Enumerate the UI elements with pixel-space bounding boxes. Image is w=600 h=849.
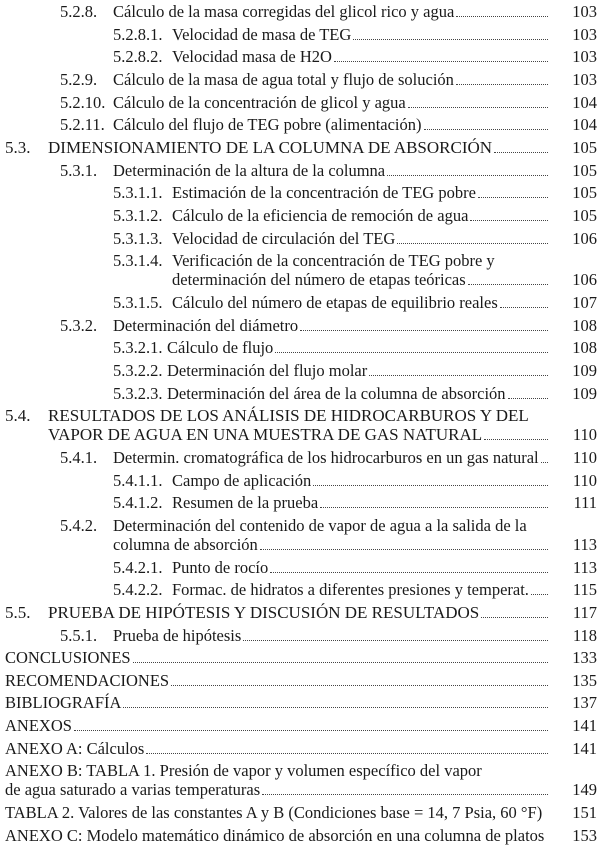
toc-line: [0, 671, 600, 691]
dot-leader: [408, 107, 548, 108]
dot-leader: [481, 617, 548, 618]
page-number: 109: [572, 360, 597, 380]
section-title: Velocidad de masa de TEG: [172, 24, 352, 44]
dot-leader: [123, 707, 548, 708]
section-title: ANEXO A: Cálculos: [5, 738, 145, 758]
dot-leader: [494, 152, 548, 153]
dot-leader: [387, 175, 548, 176]
dot-leader: [260, 549, 548, 550]
dot-leader: [313, 485, 548, 486]
dot-leader: [146, 753, 548, 754]
section-title: CONCLUSIONES: [5, 648, 131, 668]
dot-leader: [468, 284, 548, 285]
section-title: Estimación de la concentración de TEG pobre: [172, 183, 476, 203]
section-title: Resumen de la prueba: [172, 493, 319, 513]
toc-line: [0, 47, 600, 67]
page-number: 153: [572, 825, 597, 845]
dot-leader: [133, 662, 548, 663]
page-number: 103: [572, 24, 597, 44]
page-number: 105: [572, 137, 597, 157]
dot-leader: [470, 220, 548, 221]
toc-line: [0, 338, 600, 358]
section-title: Cálculo de la eficiencia de remoción de agua: [172, 205, 469, 225]
toc-line: [0, 648, 600, 668]
section-title: DIMENSIONAMIENTO DE LA COLUMNA DE ABSORCIÓN: [48, 137, 493, 157]
dot-leader: [500, 307, 548, 308]
section-number: 5.3.1.: [60, 160, 98, 180]
page-number: 141: [572, 738, 597, 758]
section-title: TABLA 2. Valores de las constantes A y B (Condiciones base = 14, 7 Psia, 60 °F): [5, 803, 543, 823]
dot-leader: [397, 243, 548, 244]
section-title: Velocidad de circulación del TEG: [172, 228, 396, 248]
page-number: 149: [572, 780, 597, 800]
page-number: 105: [572, 205, 597, 225]
section-title: PRUEBA DE HIPÓTESIS Y DISCUSIÓN DE RESULTADOS: [48, 602, 480, 622]
section-title: Determin. cromatográfica de los hidrocarburos en un gas natural: [113, 447, 539, 467]
toc-line: [0, 580, 600, 600]
page-number: 109: [572, 383, 597, 403]
section-title: Determinación de la altura de la columna: [113, 160, 386, 180]
page-number: 108: [572, 338, 597, 358]
dot-leader: [541, 462, 548, 463]
toc-line: [0, 558, 600, 578]
dot-leader: [508, 398, 548, 399]
section-number: 5.3.1.2.: [113, 205, 163, 225]
section-title: Formac. de hidratos a diferentes presiones y temperat.: [172, 580, 529, 600]
toc-line: [0, 93, 600, 113]
page-number: 104: [572, 115, 597, 135]
toc-line: [0, 716, 600, 736]
page-number: 137: [572, 693, 597, 713]
section-number: 5.3.1.1.: [113, 183, 163, 203]
page-number: 141: [572, 716, 597, 736]
section-number: 5.4.1.1.: [113, 470, 163, 490]
toc-line: [0, 293, 600, 313]
page-number: 103: [572, 47, 597, 67]
section-number: 5.3.1.3.: [113, 228, 163, 248]
section-number: 5.3.1.4.: [113, 251, 163, 271]
section-number: 5.3.2.2.: [113, 360, 163, 380]
toc-line: [0, 25, 600, 45]
section-title: Prueba de hipótesis: [113, 625, 242, 645]
page-number: 115: [572, 580, 597, 600]
toc-line: [0, 2, 600, 22]
section-number: 5.2.8.: [60, 2, 98, 21]
section-number: 5.3.: [5, 137, 31, 157]
section-number: 5.2.9.: [60, 69, 98, 89]
page-number: 133: [572, 648, 597, 668]
toc-line: [0, 229, 600, 249]
section-title: VAPOR DE AGUA EN UNA MUESTRA DE GAS NATURAL: [48, 425, 483, 445]
section-number: 5.4.2.1.: [113, 557, 163, 577]
section-title: BIBLIOGRAFÍA: [5, 693, 122, 713]
toc-line: [0, 183, 600, 203]
page-number: 118: [572, 625, 597, 645]
dot-leader: [74, 730, 548, 731]
dot-leader: [353, 39, 548, 40]
page-number: 110: [572, 425, 597, 445]
page-number: 110: [572, 447, 597, 467]
dot-leader: [424, 129, 548, 130]
dot-leader: [243, 640, 548, 641]
page-number: 135: [572, 670, 597, 690]
toc-line: [0, 384, 600, 404]
section-number: 5.2.11.: [60, 115, 105, 135]
dot-leader: [478, 197, 548, 198]
toc-line: [0, 693, 600, 713]
section-title: Determinación del flujo molar: [167, 360, 368, 380]
page-number: 111: [573, 493, 597, 513]
dot-leader: [334, 61, 548, 62]
toc-line: [0, 803, 600, 823]
dot-leader: [171, 685, 548, 686]
page-number: 106: [572, 270, 597, 290]
section-number: 5.4.: [5, 406, 31, 426]
toc-line: [0, 603, 600, 623]
section-title: RESULTADOS DE LOS ANÁLISIS DE HIDROCARBUROS Y DEL: [48, 406, 529, 426]
toc-line: [0, 626, 600, 646]
section-title: RECOMENDACIONES: [5, 670, 170, 690]
toc-line: [0, 361, 600, 381]
dot-leader: [484, 439, 548, 440]
section-title: Verificación de la concentración de TEG pobre y: [172, 251, 495, 271]
page-number: 151: [572, 803, 597, 823]
dot-leader: [320, 507, 548, 508]
section-title: Cálculo del número de etapas de equilibrio reales: [172, 292, 498, 312]
section-title: Cálculo de la concentración de glicol y agua: [113, 92, 406, 112]
page-number: 103: [572, 69, 597, 89]
toc-line: [0, 138, 600, 158]
toc-line: [0, 425, 600, 445]
page-number: 110: [572, 470, 597, 490]
section-number: 5.4.2.: [60, 515, 98, 535]
section-title: Determinación del diámetro: [113, 315, 299, 335]
dot-leader: [270, 572, 548, 573]
page-number: 105: [572, 160, 597, 180]
page-number: 108: [572, 315, 597, 335]
section-number: 5.2.8.1.: [113, 24, 163, 44]
toc-line: [0, 761, 600, 781]
toc-line: [0, 739, 600, 759]
toc-line: [0, 826, 600, 846]
toc-line: [0, 115, 600, 135]
section-title: Punto de rocío: [172, 557, 269, 577]
toc-line: [0, 535, 600, 555]
page-number: 113: [572, 557, 597, 577]
section-number: 5.3.1.5.: [113, 292, 163, 312]
toc-line: [0, 516, 600, 536]
toc-line: [0, 316, 600, 336]
section-title: Cálculo de la masa corregidas del glicol rico y agua: [113, 2, 455, 21]
section-number: 5.3.2.: [60, 315, 98, 335]
toc-line: [0, 161, 600, 181]
section-number: 5.5.: [5, 602, 31, 622]
section-title: Cálculo de la masa de agua total y flujo de solución: [113, 69, 454, 89]
page-number: 107: [572, 292, 597, 312]
toc-line: [0, 406, 600, 426]
section-title: Velocidad masa de H2O: [172, 47, 332, 67]
dot-leader: [531, 594, 548, 595]
dot-leader: [369, 375, 548, 376]
toc-line: [0, 493, 600, 513]
page-number: 104: [572, 92, 597, 112]
section-number: 5.3.2.3.: [113, 383, 163, 403]
section-number: 5.3.2.1.: [113, 338, 163, 358]
toc-line: [0, 270, 600, 290]
dot-leader: [262, 794, 548, 795]
section-title: ANEXOS: [5, 716, 72, 736]
page-number: 103: [572, 2, 597, 21]
section-number: 5.4.1.2.: [113, 493, 163, 513]
section-title: Campo de aplicación: [172, 470, 312, 490]
section-title: de agua saturado a varias temperaturas: [5, 780, 261, 800]
dot-leader: [456, 16, 548, 17]
page-number: 105: [572, 183, 597, 203]
dot-leader: [275, 352, 548, 353]
section-number: 5.4.2.2.: [113, 580, 163, 600]
section-number: 5.5.1.: [60, 625, 98, 645]
page-number: 117: [572, 602, 597, 622]
toc-line: [0, 206, 600, 226]
section-title: Determinación del contenido de vapor de agua a la salida de la: [113, 515, 527, 535]
page-number: 113: [572, 534, 597, 554]
dot-leader: [300, 330, 548, 331]
dot-leader: [456, 84, 548, 85]
section-title: columna de absorción: [113, 534, 258, 554]
section-number: 5.2.10.: [60, 92, 106, 112]
section-number: 5.2.8.2.: [113, 47, 163, 67]
toc-line: [0, 448, 600, 468]
section-title: ANEXO B: TABLA 1. Presión de vapor y volumen específico del vapor: [5, 761, 482, 781]
section-title: determinación del número de etapas teóricas: [172, 270, 466, 290]
section-title: Cálculo de flujo: [167, 338, 274, 358]
toc-line: [0, 471, 600, 491]
toc-line: [0, 70, 600, 90]
section-title: Determinación del área de la columna de absorción: [167, 383, 506, 403]
toc-line: [0, 251, 600, 271]
section-title: Cálculo del flujo de TEG pobre (alimentación): [113, 115, 422, 135]
page-number: 106: [572, 228, 597, 248]
section-title: ANEXO C: Modelo matemático dinámico de absorción en una columna de platos: [5, 825, 545, 845]
toc-line: [0, 780, 600, 800]
section-number: 5.4.1.: [60, 447, 98, 467]
